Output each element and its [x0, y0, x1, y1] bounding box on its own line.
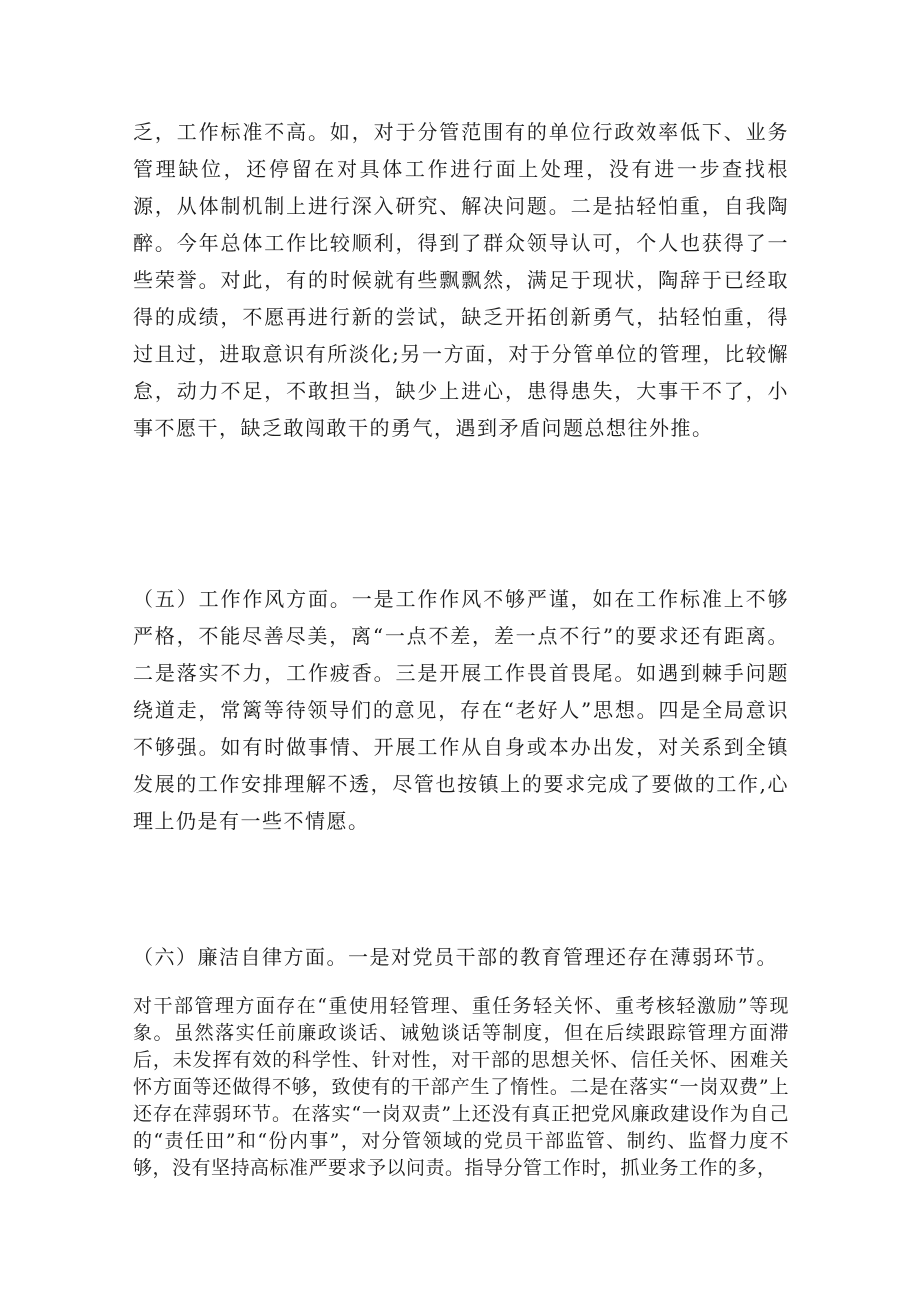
paragraph-work-standards: 乏，工作标准不高。如，对于分管范围有的单位行政效率低下、业务管理缺位，还停留在对具体工作进行面上处理，没有进一步查找根源，从体制机制上进行深入研究、解决问题。二是拈轻怕重，自我陶醉。今年总体工作比较顺利，得到了群众领导认可，个人也获得了一些荣誉。对此，有的时候就有些飘飘然，满足于现状，陶辞于已经取得的成绩，不愿再进行新的尝试，缺乏开拓创新勇气，拈轻怕重，得过且过，进取意识有所淡化;另一方面，对于分管单位的管理，比较懈怠，动力不足，不敢担当，缺少上进心，患得患失，大事干不了，小事不愿干，缺乏敢闯敢干的勇气，遇到矛盾问题总想往外推。 [133, 120, 789, 440]
paragraph-cadre-management: 对干部管理方面存在“重使用轻管理、重任务轻关怀、重考核轻激励”等现象。虽然落实任前廉政谈话、诫勉谈话等制度，但在后续跟踪管理方面滞后，未发挥有效的科学性、针对性，对干部的思想关怀、信任关怀、困难关怀方面等还做得不够，致使有的干部产生了惰性。二是在落实“一岗双费”上还存在萍弱环节。在落实“一岗双责”上还没有真正把党风廉政建设作为自己的“责任田”和“份内事”，对分管领域的党员干部监管、制约、监督力度不够，没有坚持高标准严要求予以问责。指导分管工作时，抓业务工作的多， [133, 995, 789, 1179]
paragraph-work-style: （五）工作作风方面。一是工作作风不够严谨，如在工作标准上不够严格，不能尽善尽美，离“一点不差，差一点不行”的要求还有距离。二是落实不力，工作疲香。三是开展工作畏首畏尾。如遇到棘手问题绕道走，常篱等待领导们的意见，存在“老好人”思想。四是全局意识不够强。如有时做事情、开展工作从自身或本办出发，对关系到全镇发展的工作安排理解不透，尽管也按镇上的要求完成了要做的工作,心理上仍是有一些不情愿。 [133, 587, 789, 833]
paragraph-integrity-heading: （六）廉洁自律方面。一是对党员干部的教育管理还存在薄弱环节。 [133, 945, 778, 969]
